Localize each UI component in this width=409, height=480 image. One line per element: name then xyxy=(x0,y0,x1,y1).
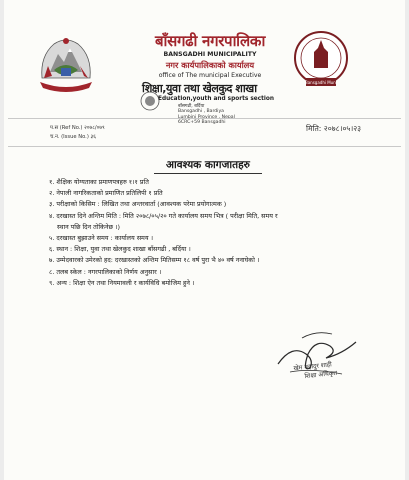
issue-number: च.न. (Issue No.) ३६ xyxy=(50,134,96,140)
list-item: २. नेपाली नागरिकताको प्रमाणित प्रतिलिपी १ प्रति xyxy=(49,189,163,198)
document-title: आवश्यक कागजातहरु xyxy=(148,158,268,172)
list-item: ७. उम्मेदवारको उमेरको हद: दरखास्तको अन्तिम मितिसम्म १८ वर्ष पुरा भै ४० वर्ष ननाघेको । xyxy=(49,256,260,265)
reference-block xyxy=(50,124,105,142)
ref-number: प.स (Ref No.) २०७८/०७९ xyxy=(50,125,105,131)
list-item: ३. परीक्षाको किसिम : लिखित तथा अन्तरवार्ता (आवश्यक परेमा प्रयोगात्मक ) xyxy=(49,200,227,209)
section-name-nepali: शिक्षा,युवा तथा खेलकुद शाखा xyxy=(142,82,257,95)
header-divider xyxy=(8,118,401,119)
list-item: १. शैक्षिक योग्यताका प्रमाणपत्रहरु १।१ प्रति xyxy=(49,178,149,186)
page-edge-right xyxy=(405,0,409,480)
page-edge-left xyxy=(0,0,4,480)
municipality-seal-icon xyxy=(292,28,350,94)
section-name-english: Education,youth and sports section xyxy=(158,96,275,102)
list-item: ४. दरखास्त दिने अन्तिम मिति : मिति २०७८/०५/२० गते कार्यालय समय भित्र ( परीक्षा मिति, समय र xyxy=(49,211,278,220)
nepal-emblem-icon xyxy=(34,32,98,92)
list-item: ५. दरखास्त बुझाउने समय : कार्यालय समय । xyxy=(49,234,154,243)
municipality-name-english: BANSGADHI MUNICIPALITY xyxy=(163,51,257,58)
address-line: Bansgadhi , Bardiya xyxy=(178,109,224,115)
municipality-name-nepali: बाँसगढी नगरपालिका xyxy=(154,32,266,50)
refs-divider xyxy=(8,146,401,147)
letter-date: मिति: २०७८।०५।२३ xyxy=(306,124,362,133)
list-item: ८. तलब स्केल : नगरपालिकाको निर्णय अनुसार । xyxy=(49,267,162,276)
address-line: बाँसगढी, बर्दिया xyxy=(178,104,205,109)
seal-text: Bansgadhi Mun. xyxy=(304,80,338,85)
list-item-continuation: स्थान पछि दिन तोकिनेछ ।) xyxy=(57,222,120,231)
signatory-title: शिक्षा अधिकृत xyxy=(304,369,338,381)
requirements-list xyxy=(49,177,394,289)
address-line: 6CRC+59 Bansgadhi xyxy=(178,120,226,126)
list-item: ६. स्थान : शिक्षा, युवा तथा खेलकुद शाखा बाँसगढी , बर्दिया । xyxy=(49,245,191,254)
list-item: ९. अन्य : शिक्षा ऐन तथा नियमावली र कार्यविधि बमोजिम हुने । xyxy=(49,278,195,287)
office-name-english: office of The municipal Executive xyxy=(158,72,262,79)
address-block xyxy=(178,104,235,126)
office-name-nepali: नगर कार्यपालिकाको कार्यालय xyxy=(165,60,255,70)
signature-icon xyxy=(272,324,362,390)
signatory-name: खेम बहादुर शाही xyxy=(293,361,333,373)
